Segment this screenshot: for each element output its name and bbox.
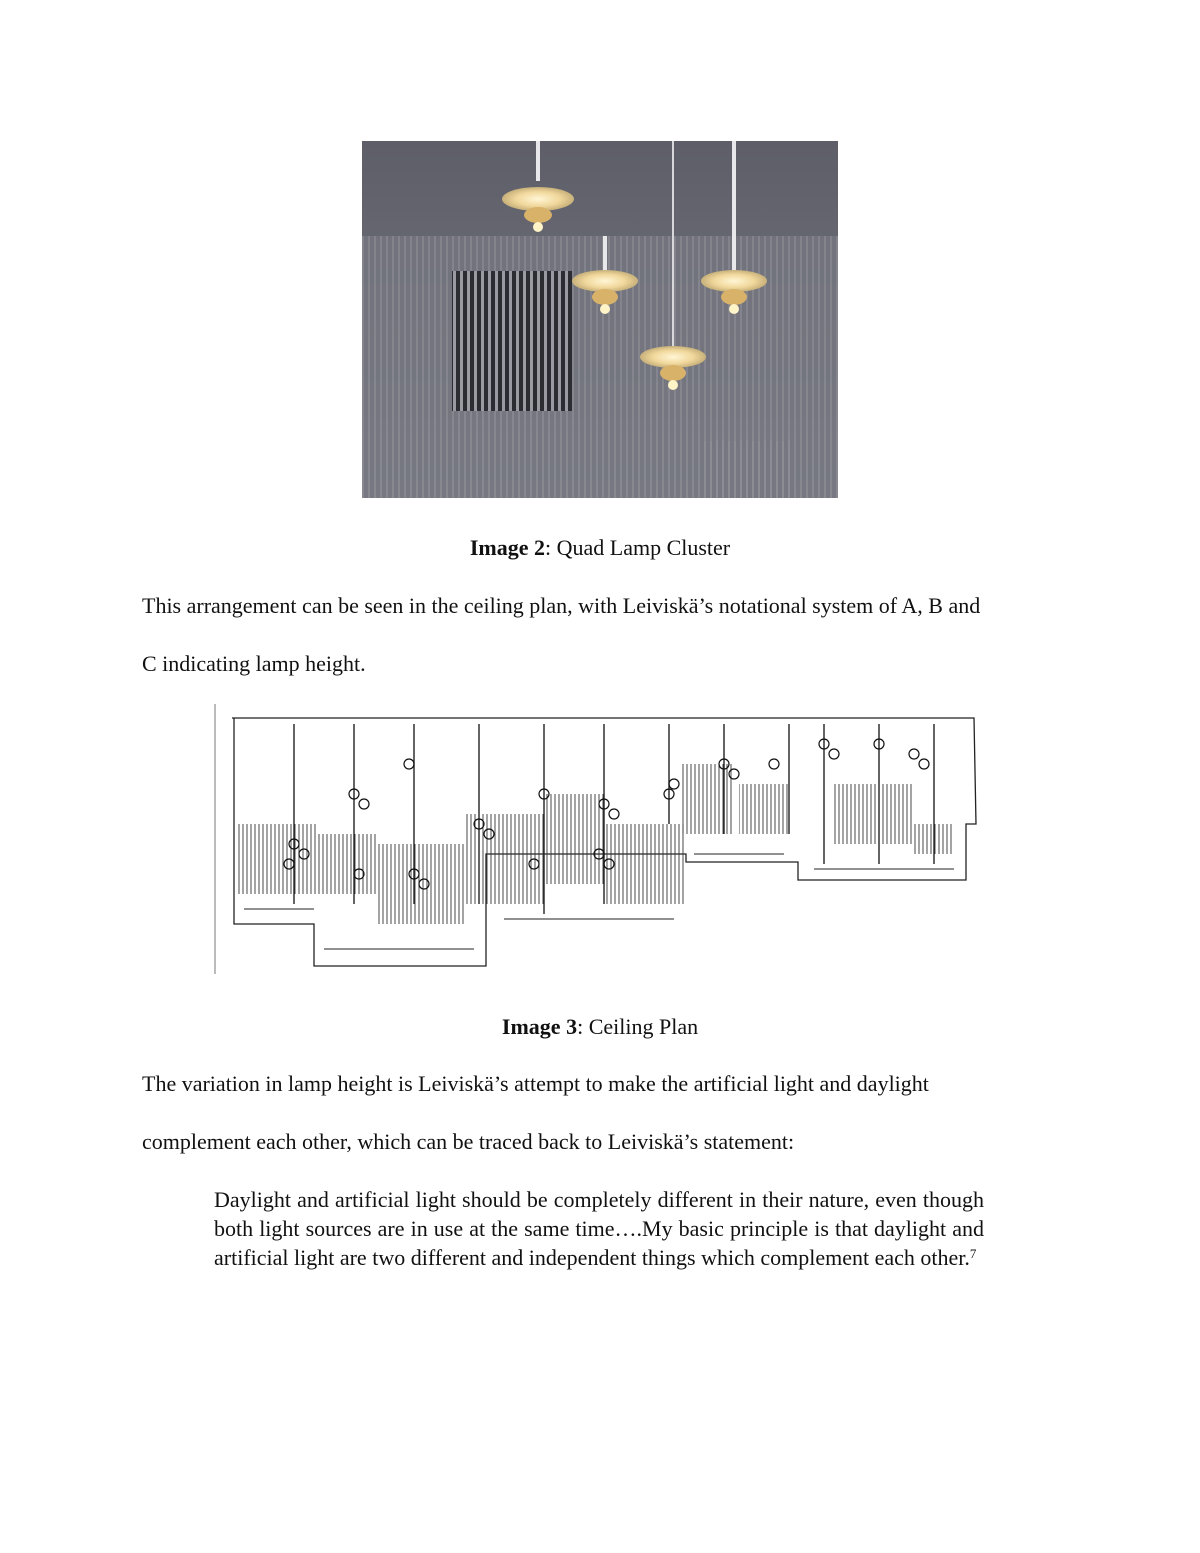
figure-caption-3 xyxy=(0,1014,1200,1040)
body-paragraph xyxy=(142,1055,1062,1171)
block-quote-text: Daylight and artificial light should be completely different in their nature, even though both light sources are in use at the same time….My basic principle is that daylight and artificial light are two different and independent things which complement each other. xyxy=(214,1187,984,1270)
lamp-cluster-photo xyxy=(362,141,838,498)
vent-grille xyxy=(452,271,572,411)
figure-label: Image 2 xyxy=(469,535,545,560)
paragraph-line: C indicating lamp height. xyxy=(142,651,366,676)
ceiling-plan-illustration xyxy=(214,704,984,974)
ceiling-plan-drawing xyxy=(214,704,984,974)
lamp-cluster-illustration xyxy=(362,141,838,498)
paragraph-line: The variation in lamp height is Leiviskä’s attempt to make the artificial light and daylight xyxy=(142,1071,929,1096)
body-paragraph xyxy=(142,577,1062,693)
block-quote xyxy=(214,1185,984,1272)
paragraph-line: This arrangement can be seen in the ceiling plan, with Leiviskä’s notational system of A, B and xyxy=(142,593,981,618)
figure-caption-text: : Quad Lamp Cluster xyxy=(545,535,731,560)
figure-caption-text: : Ceiling Plan xyxy=(577,1014,699,1039)
paragraph-line: complement each other, which can be traced back to Leiviskä’s statement: xyxy=(142,1129,795,1154)
figure-caption-2 xyxy=(0,535,1200,561)
figure-label: Image 3 xyxy=(501,1014,578,1039)
footnote-marker: 7 xyxy=(969,1246,977,1261)
